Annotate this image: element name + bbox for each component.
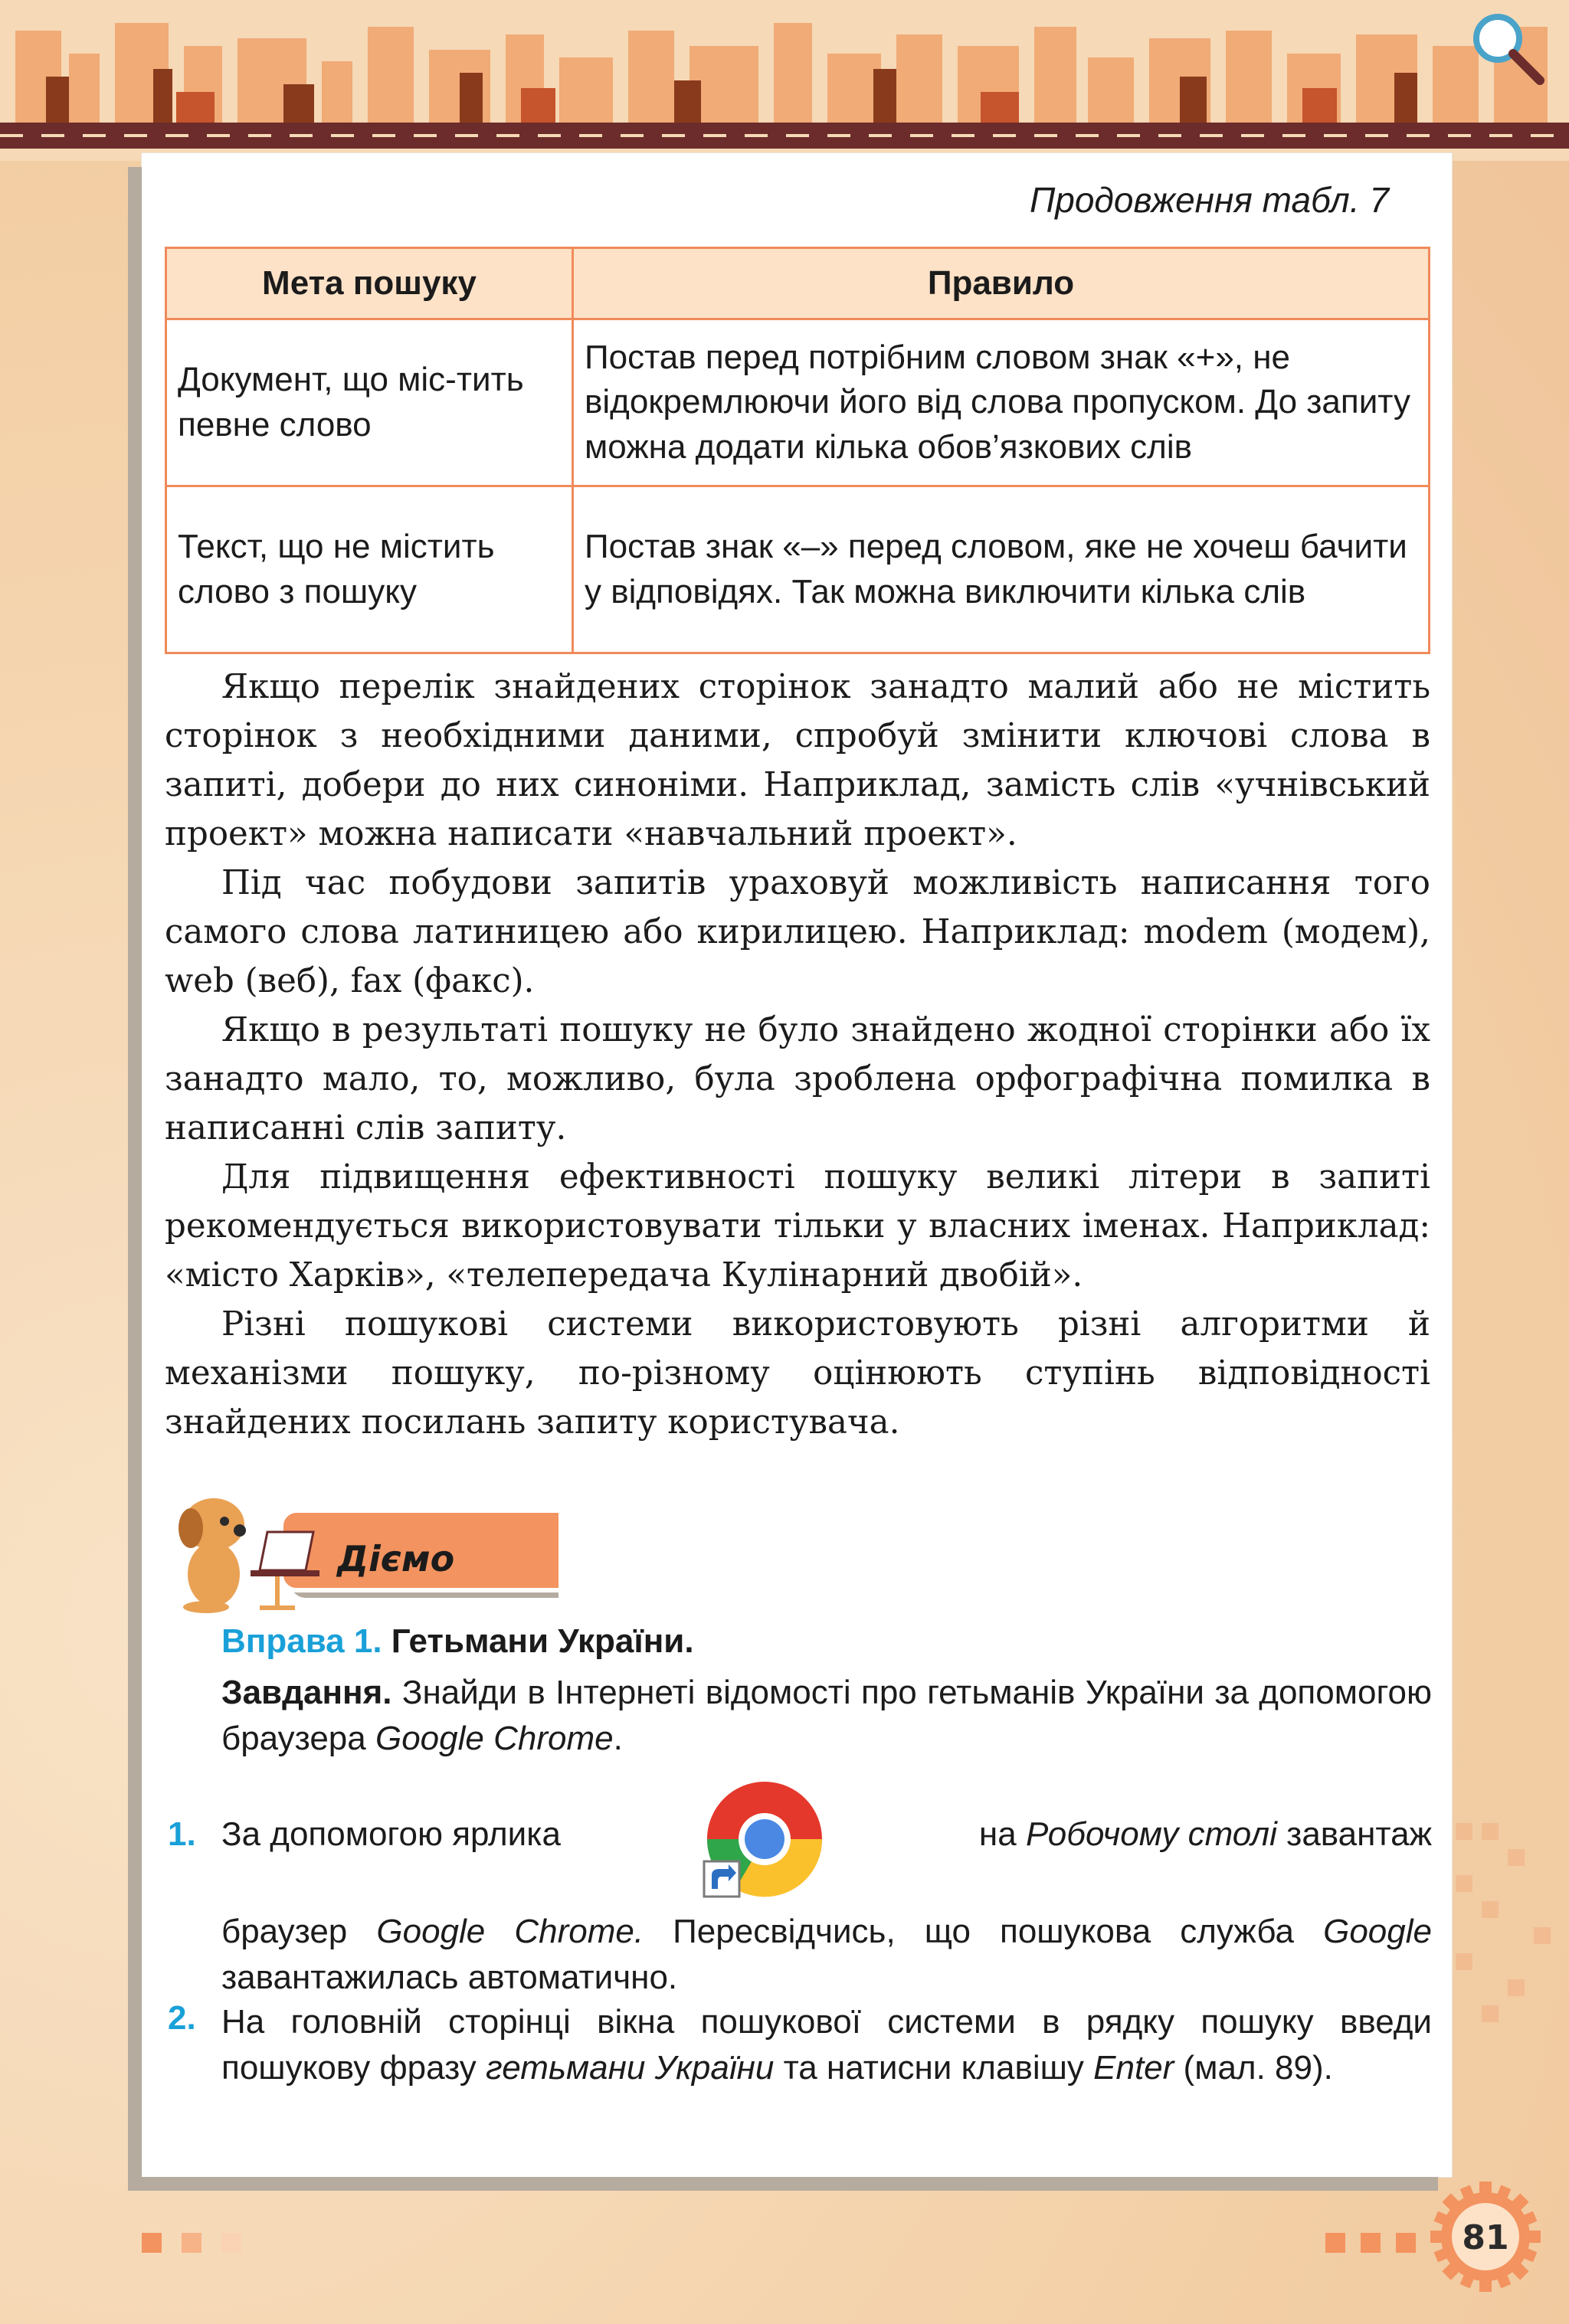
step-1-text-on: на bbox=[978, 1815, 1017, 1853]
action-badge-label: Діємо bbox=[337, 1538, 455, 1579]
step-2-text-b: та натисни клавішу bbox=[783, 2049, 1084, 2087]
dog-mascot-icon bbox=[179, 1498, 246, 1613]
step-1-cont-text: Пересвідчись, що пошукова служба bbox=[673, 1913, 1295, 1950]
paragraph: Якщо в результаті пошуку не було знайдено жодної сторінки або їх занадто мало, то, можливо, була зроблена орфографічна помилка в написанні слів запиту. bbox=[165, 1011, 1430, 1147]
step-1-text-load: завантаж bbox=[1286, 1815, 1432, 1853]
task-label: Завдання. bbox=[221, 1674, 392, 1711]
exercise-task bbox=[221, 1670, 1432, 1762]
step-2-text bbox=[221, 1999, 1432, 2091]
step-2-query: гетьмани України bbox=[486, 2049, 775, 2087]
table-cell-goal: Документ, що міс-тить певне слово bbox=[166, 319, 573, 486]
step-1-cont-browser: Google Chrome. bbox=[376, 1913, 644, 1950]
task-text: Знайди в Інтернеті відомості про гетьманів України за допомогою браузера bbox=[221, 1674, 1432, 1757]
step-number: 2. bbox=[168, 1999, 196, 2037]
table-row bbox=[166, 319, 1430, 486]
exercise-title bbox=[221, 1622, 694, 1661]
step-2-text-c: (мал. 89). bbox=[1183, 2049, 1333, 2087]
body-text bbox=[165, 663, 1430, 1447]
task-text-italic: Google Chrome bbox=[375, 1720, 614, 1757]
decor-squares-left bbox=[142, 2233, 257, 2256]
page-number: 81 bbox=[1462, 2218, 1509, 2257]
decor-squares-side bbox=[1456, 1823, 1569, 2160]
paragraph: Під час побудови запитів ураховуй можливість написання того самого слова латиницею або кирилицею. Наприклад: modem (модем), web (веб), fax (факс). bbox=[165, 864, 1430, 1000]
step-1-cont-text: завантажилась автоматично. bbox=[221, 1959, 678, 1996]
step-2-key: Enter bbox=[1093, 2049, 1174, 2087]
paragraph: Якщо перелік знайдених сторінок занадто малий або не містить сторінок з необхідними даними, спробуй змінити ключові слова в запиті, добери до них синоніми. Наприклад, замість слів «учнівський проект» можна написати «навчальний проект». bbox=[165, 668, 1430, 853]
step-1-text-b bbox=[979, 1815, 1432, 1854]
step-1-cont-text: браузер bbox=[221, 1913, 348, 1950]
step-2-text-a: На головній сторінці вікна пошукової системи в рядку пошуку введи пошукову фразу bbox=[221, 2003, 1432, 2087]
task-text-end: . bbox=[613, 1720, 623, 1757]
city-skyline-banner bbox=[0, 0, 1569, 161]
exercise-number: Вправа 1. bbox=[221, 1622, 382, 1660]
chrome-shortcut-icon[interactable] bbox=[701, 1776, 827, 1902]
paragraph: Різні пошукові системи використовують різні алгоритми й механізми пошуку, по-різному оцінюють ступінь відповідності знайдених посилань запиту користувача. bbox=[165, 1305, 1430, 1442]
table-cell-rule: Постав перед потрібним словом знак «+», не відокремлюючи його від слова пропуском. До запиту можна додати кілька обов’язкових слів bbox=[573, 319, 1430, 486]
step-number: 1. bbox=[168, 1815, 196, 1853]
step-1-text-desktop: Робочому столі bbox=[1025, 1815, 1277, 1853]
paragraph: Для підвищення ефективності пошуку великі літери в запиті рекомендується використовувати тільки у власних іменах. Наприклад: «місто Харків», «телепередача Кулінарний двобій». bbox=[165, 1158, 1430, 1295]
table-cell-rule: Постав знак «–» перед словом, яке не хочеш бачити у відповідях. Так можна виключити кілька слів bbox=[573, 486, 1430, 653]
decor-squares-right bbox=[1325, 2233, 1425, 2256]
step-1-text-a: За допомогою ярлика bbox=[221, 1815, 561, 1853]
table-header-goal: Мета пошуку bbox=[166, 248, 573, 319]
search-rules-table bbox=[165, 247, 1430, 654]
table-row bbox=[166, 486, 1430, 653]
table-cell-goal: Текст, що не містить слово з пошуку bbox=[166, 486, 573, 653]
table-header-row bbox=[166, 248, 1430, 319]
step-1-continuation bbox=[221, 1909, 1432, 2001]
table-caption: Продовження табл. 7 bbox=[1029, 180, 1389, 220]
exercise-name: Гетьмани України. bbox=[391, 1622, 694, 1660]
table-header-rule: Правило bbox=[573, 248, 1430, 319]
laptop-icon bbox=[251, 1532, 319, 1610]
step-1-cont-google: Google bbox=[1323, 1913, 1432, 1950]
